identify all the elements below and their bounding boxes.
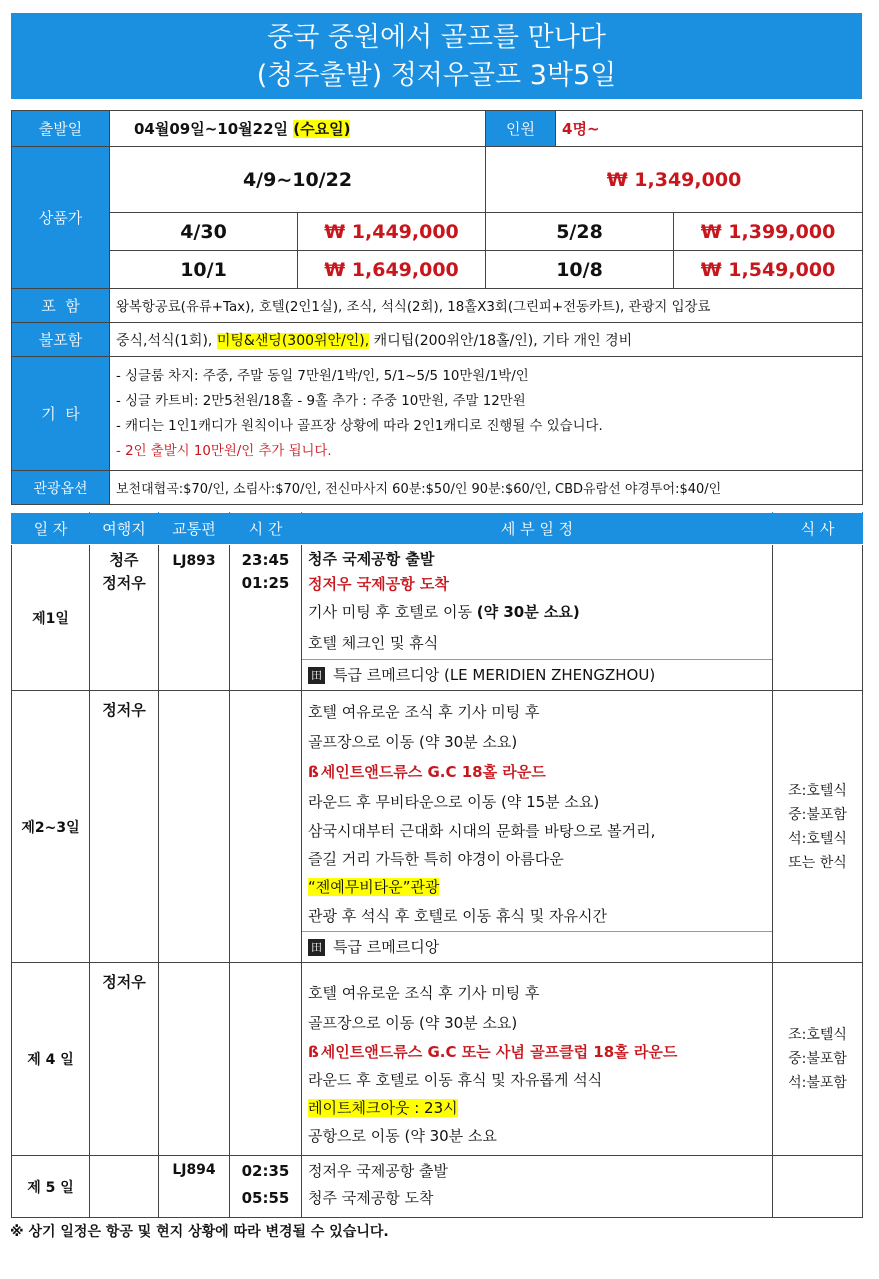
day-times-empty <box>230 963 302 1156</box>
day-place: 정저우 <box>90 963 159 1156</box>
day-row <box>12 963 863 1156</box>
header-transport: 교통편 <box>159 513 230 545</box>
meal-line: 석:호텔식 <box>788 830 847 847</box>
header-meal: 식 사 <box>773 513 863 545</box>
day-meal <box>773 545 863 691</box>
detail-line <box>302 1038 772 1066</box>
detail-line: 관광 후 석식 후 호텔로 이동 휴식 및 자유시간 <box>308 907 607 925</box>
day-row <box>12 545 863 691</box>
day-label: 제2~3일 <box>12 691 90 963</box>
detail-line: 삼국시대부터 근대화 시대의 문화를 바탕으로 볼거리, <box>308 822 656 840</box>
day-label: 제1일 <box>12 545 90 691</box>
time: 05:55 <box>241 1189 290 1207</box>
price-date: 10/8 <box>486 251 674 289</box>
detail-text: 세인트앤드류스 G.C 18홀 라운드 <box>320 763 546 781</box>
detail-line: 호텔 여유로운 조식 후 기사 미팅 후 <box>308 984 540 1002</box>
detail-line: 청주 국제공항 도착 <box>308 1189 434 1207</box>
meal-line: 중:불포함 <box>788 1051 847 1067</box>
golf-icon: ß <box>308 763 319 781</box>
price-value: ₩ 1,399,000 <box>674 213 863 251</box>
footnote: ※ 상기 일정은 항공 및 현지 상황에 따라 변경될 수 있습니다. <box>10 1224 389 1240</box>
etc-line-red: - 2인 출발시 10만원/인 추가 됩니다. <box>116 443 332 459</box>
hotel-icon: 田 <box>308 667 325 684</box>
day-detail <box>302 545 773 691</box>
day-times-empty <box>230 691 302 963</box>
hotel-line <box>302 659 772 690</box>
day-meal <box>773 1156 863 1218</box>
detail-line <box>302 1094 772 1122</box>
day-flight: LJ894 <box>159 1156 230 1218</box>
day-detail <box>302 1156 773 1218</box>
day-detail <box>302 691 773 963</box>
header-time: 시 간 <box>230 513 302 545</box>
price-value: ₩ 1,649,000 <box>298 251 486 289</box>
meal-line: 또는 한식 <box>788 854 847 871</box>
day-flight-empty <box>159 963 230 1156</box>
departure-label: 출발일 <box>12 111 110 147</box>
day-label: 제 5 일 <box>12 1156 90 1218</box>
exclude-label: 불포함 <box>12 323 110 357</box>
etc-line: - 싱글룸 차지: 주중, 주말 동일 7만원/1박/인, 5/1~5/5 10만원/1박/인 <box>116 368 529 384</box>
header-place: 여행지 <box>90 513 159 545</box>
etc-label: 기 타 <box>12 357 110 471</box>
detail-line: 골프장으로 이동 (약 30분 소요) <box>308 1014 518 1032</box>
detail-text: (약 30분 소요) <box>476 603 580 621</box>
exclude-cell <box>110 323 863 357</box>
day-meal <box>773 691 863 963</box>
day-flight-empty <box>159 691 230 963</box>
people-value: 4명~ <box>556 111 863 147</box>
etc-line: - 싱글 카트비: 2만5천원/18홀 - 9홀 추가 : 주중 10만원, 주말 12만원 <box>116 393 526 409</box>
price-main-period: 4/9~10/22 <box>110 147 486 213</box>
day-detail <box>302 963 773 1156</box>
detail-highlight: “젠예무비타운”관광 <box>308 878 440 896</box>
departure-value: 04월09일~10월22일 <box>134 120 289 138</box>
meal-line: 석:불포함 <box>788 1075 847 1091</box>
time: 23:45 <box>241 551 290 569</box>
day-place: 정저우 <box>90 691 159 963</box>
detail-line: 골프장으로 이동 (약 30분 소요) <box>308 733 518 751</box>
price-date: 4/30 <box>110 213 298 251</box>
option-text: 보천대협곡:$70/인, 소림사:$70/인, 전신마사지 60분:$50/인 90분:$60/인, CBD유람선 야경투어:$40/인 <box>110 471 863 505</box>
etc-cell <box>110 357 863 471</box>
day-place: 청주 정저우 <box>90 545 159 691</box>
hotel-name: 특급 르메르디앙 <box>333 938 440 956</box>
detail-line: 호텔 여유로운 조식 후 기사 미팅 후 <box>308 703 540 721</box>
price-main-value: ₩ 1,349,000 <box>486 147 863 213</box>
day-meal <box>773 963 863 1156</box>
detail-highlight: 레이트체크아웃 : 23시 <box>308 1099 458 1117</box>
meal-line: 중:불포함 <box>788 806 847 823</box>
detail-line: 호텔 체크인 및 휴식 <box>308 634 439 652</box>
price-value: ₩ 1,549,000 <box>674 251 863 289</box>
exclude-post: 캐디팁(200위안/18홀/인), 기타 개인 경비 <box>369 332 633 349</box>
time: 01:25 <box>241 574 290 592</box>
detail-line <box>302 757 772 787</box>
hotel-icon: 田 <box>308 939 325 956</box>
price-date: 10/1 <box>110 251 298 289</box>
title-line-2: (청주출발) 정저우골프 3박5일 <box>256 60 617 91</box>
include-label: 포 함 <box>12 289 110 323</box>
detail-line: 라운드 후 호텔로 이동 휴식 및 자유롭게 석식 <box>308 1071 603 1089</box>
exclude-pre: 중식,석식(1회), <box>116 332 217 349</box>
day-flight: LJ893 <box>159 545 230 691</box>
hotel-line <box>302 931 772 962</box>
etc-line: - 캐디는 1인1캐디가 원칙이나 골프장 상황에 따라 2인1캐디로 진행될 수 있습니다. <box>116 418 603 434</box>
day-times <box>230 1156 302 1218</box>
detail-line: 정저우 국제공항 출발 <box>308 1162 448 1180</box>
summary-table <box>11 110 863 505</box>
option-label: 관광옵션 <box>12 471 110 505</box>
day-row <box>12 691 863 963</box>
detail-line <box>302 873 772 902</box>
header-day: 일 자 <box>12 513 90 545</box>
time: 02:35 <box>241 1162 290 1180</box>
detail-line <box>302 597 772 628</box>
detail-line: 즐길 거리 가득한 특히 야경이 아름다운 <box>308 850 564 868</box>
day-place-empty <box>90 1156 159 1218</box>
meal-line: 조:호텔식 <box>788 782 847 799</box>
day-label: 제 4 일 <box>12 963 90 1156</box>
title-line-1: 중국 중원에서 골프를 만나다 <box>267 22 606 53</box>
include-text: 왕복항공료(유류+Tax), 호텔(2인1실), 조식, 석식(2회), 18홀X3회(그린피+전동카트), 관광지 입장료 <box>110 289 863 323</box>
detail-text: 기사 미팅 후 호텔로 이동 <box>308 603 477 621</box>
schedule-table <box>11 512 863 1218</box>
day-times <box>230 545 302 691</box>
title-banner <box>11 13 862 99</box>
departure-day: (수요일) <box>293 120 351 138</box>
detail-line: 청주 국제공항 출발 <box>308 550 435 568</box>
day-row <box>12 1156 863 1218</box>
detail-line: 정저우 국제공항 도착 <box>308 575 449 593</box>
price-date: 5/28 <box>486 213 674 251</box>
meal-line: 조:호텔식 <box>788 1027 847 1043</box>
departure-cell <box>110 111 486 147</box>
price-value: ₩ 1,449,000 <box>298 213 486 251</box>
people-label: 인원 <box>486 111 556 147</box>
hotel-name: 특급 르메르디앙 (LE MERIDIEN ZHENGZHOU) <box>333 666 656 684</box>
exclude-highlight: 미팅&샌딩(300위안/인), <box>216 332 370 349</box>
detail-text: 세인트앤드류스 G.C 또는 사념 골프클럽 18홀 라운드 <box>320 1043 678 1061</box>
detail-line: 공항으로 이동 (약 30분 소요 <box>308 1127 497 1145</box>
header-detail: 세 부 일 정 <box>302 513 773 545</box>
golf-icon: ß <box>308 1043 319 1061</box>
detail-line: 라운드 후 무비타운으로 이동 (약 15분 소요) <box>308 793 600 811</box>
price-label: 상품가 <box>12 147 110 289</box>
